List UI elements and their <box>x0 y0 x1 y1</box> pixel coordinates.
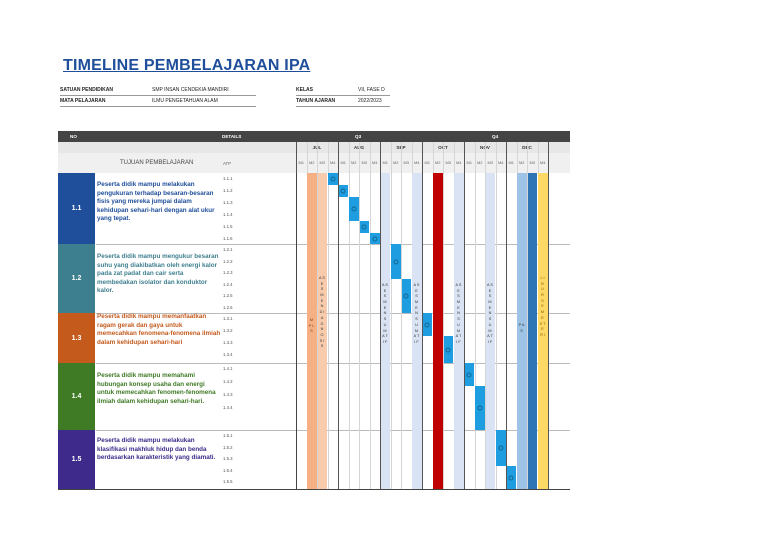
task-block <box>370 233 380 244</box>
objective-number: 1.2 <box>58 244 95 313</box>
week-label: M1 <box>508 160 515 165</box>
atp-code: 1.1.3 <box>223 200 233 205</box>
grid-line <box>359 142 360 489</box>
month-label: NOV <box>480 145 490 150</box>
atp-code: 1.2.5 <box>223 293 233 298</box>
task-block <box>475 386 485 430</box>
atp-code: 1.5.3 <box>223 456 233 461</box>
mpls-column-label: M P L S <box>308 318 315 334</box>
satuan-value: SMP INSAN CENDEKIA MANDIRI <box>152 87 229 93</box>
objective-number: 1.1 <box>58 173 95 244</box>
atp-code: 1.3.4 <box>223 352 233 357</box>
atp-code: 1.4.2 <box>223 379 233 384</box>
grid-line <box>296 173 297 489</box>
objective-number: 1.4 <box>58 363 95 430</box>
tahun-value: 2022/2023 <box>358 98 382 104</box>
week-label: M1 <box>424 160 431 165</box>
atp-code: 1.3.1 <box>223 316 233 321</box>
task-marker <box>341 189 346 194</box>
mapel-label: MATA PELAJARAN <box>60 98 106 104</box>
task-block <box>402 279 412 313</box>
task-block <box>465 363 475 386</box>
asesmen-sumatif-column-label: A S E S M E N S U M A T I F <box>382 283 388 344</box>
atp-header: ATP <box>223 161 232 166</box>
week-label: M2 <box>350 160 357 165</box>
satuan-label: SATUAN PENDIDIKAN <box>60 87 113 93</box>
grid-line <box>548 142 549 489</box>
kelas-value: VII, FASE D <box>358 87 385 93</box>
atp-code: 1.1.4 <box>223 212 233 217</box>
objective-number: 1.3 <box>58 313 95 363</box>
objective-text: Peserta didik mampu mengukur besaran suhu yang diakibatkan oleh energi kalor pada zat padat dan cair serta membedakan isolator dan konduktor kalor. <box>97 253 219 294</box>
atp-code: 1.2.2 <box>223 258 233 264</box>
atp-code: 1.3.3 <box>223 340 233 345</box>
grid-line <box>370 142 371 489</box>
asesmen-sumatif-column-label: A S E S M E N S U M A T I F <box>455 283 462 344</box>
week-label: M1 <box>298 160 305 165</box>
task-block <box>496 430 506 466</box>
atp-code: 1.4.1 <box>223 366 233 371</box>
week-label: M3 <box>487 160 494 165</box>
atp-code: 1.2.6 <box>223 304 233 310</box>
atp-code: 1.5.5 <box>223 479 233 484</box>
grid-line <box>443 142 444 489</box>
task-block <box>444 336 454 363</box>
week-label: M2 <box>476 160 483 165</box>
atp-code: 1.2.1 <box>223 247 233 252</box>
week-label: M1 <box>340 160 347 165</box>
libur-semester-column-label: L I B U R S E M E S T E R I <box>539 276 546 337</box>
task-marker <box>425 322 430 327</box>
table-bottom <box>58 489 570 490</box>
week-label: M3 <box>361 160 368 165</box>
atp-code: 1.3.2 <box>223 328 233 333</box>
mapel-value: ILMU PENGETAHUAN ALAM <box>152 98 218 104</box>
month-label: DEC <box>522 145 532 150</box>
week-label: M3 <box>445 160 452 165</box>
grid-line <box>349 142 350 489</box>
atp-code: 1.5.2 <box>223 444 233 450</box>
row-divider <box>96 363 570 364</box>
task-marker <box>330 177 335 182</box>
week-label: M4 <box>413 160 420 165</box>
week-label: M3 <box>529 160 536 165</box>
week-label: M2 <box>518 160 525 165</box>
details-header: DETAILS <box>222 134 242 139</box>
grid-line <box>506 142 507 489</box>
task-marker <box>404 294 409 299</box>
objective-text: Peserta didik mampu melakukan klasifikasi makhluk hidup dan benda berdasarkan karakteristik yang diamati. <box>97 437 216 461</box>
objective-number: 1.5 <box>58 430 95 489</box>
task-marker <box>477 406 482 411</box>
grid-line <box>464 142 465 489</box>
task-marker <box>498 446 503 451</box>
week-label: M1 <box>466 160 473 165</box>
week-label: M2 <box>434 160 441 165</box>
atp-code: 1.4.4 <box>223 405 233 410</box>
task-block <box>328 173 338 185</box>
grid-line <box>401 142 402 489</box>
task-block <box>507 466 517 489</box>
grid-line <box>328 142 329 489</box>
objective-text: Peserta didik mampu memahami hubungan konsep usaha dan energi untuk memecahkan fenomen-fenomena ilmiah dalam kehidupan sehari-hari. <box>97 372 216 405</box>
week-label: M4 <box>455 160 462 165</box>
row-divider <box>96 244 570 245</box>
atp-code: 1.2.3 <box>223 270 233 275</box>
atp-code: 1.1.5 <box>223 224 233 229</box>
task-marker <box>393 259 398 264</box>
week-label: M4 <box>371 160 378 165</box>
month-label: AUG <box>353 145 365 150</box>
task-block <box>339 185 349 197</box>
atp-code: 1.4.3 <box>223 392 233 397</box>
task-marker <box>351 207 356 212</box>
objective-text: Peserta didik mampu melakukan pengukuran terhadap besaran-besaran fisis yang mereka jumpai dalam kehidupan sehari-hari dengan alat ukur yang tepat. <box>97 181 215 222</box>
task-marker <box>372 236 377 241</box>
atp-code: 1.1.1 <box>223 176 233 181</box>
week-label: M3 <box>319 160 326 165</box>
task-marker <box>362 225 367 230</box>
no-header: NO <box>70 134 77 139</box>
task-block <box>391 244 401 279</box>
quarter-q4: Q4 <box>492 134 499 139</box>
page-title: TIMELINE PEMBELAJARAN IPA <box>63 57 311 74</box>
month-label: OCT <box>438 145 448 150</box>
week-label: M1 <box>382 160 389 165</box>
tujuan-header: TUJUAN PEMBELAJARAN <box>120 160 194 166</box>
pas-column-label: P A S <box>518 323 525 333</box>
asesmen-sumatif-column-label: A S E S M E N S U M A T I F <box>413 283 420 344</box>
atp-code: 1.5.4 <box>223 467 233 473</box>
atp-code: 1.1.2 <box>223 188 233 193</box>
week-label: M4 <box>329 160 336 165</box>
grid-line <box>475 142 476 489</box>
week-label: M4 <box>497 160 504 165</box>
atp-code: 1.2.4 <box>223 281 233 287</box>
task-marker <box>446 347 451 352</box>
kelas-label: KELAS <box>296 87 313 93</box>
week-label: M3 <box>403 160 410 165</box>
asesmen-sumatif-column-label: A S E S M E N S U M A T I F <box>487 283 493 344</box>
task-block <box>423 313 433 336</box>
asesmen-diagnosis-column-label: A S E S M E N D I A G N O S I S <box>319 276 325 349</box>
month-label: JUL <box>312 145 322 150</box>
tahun-label: TAHUN AJARAN <box>296 98 336 104</box>
atp-code: 1.1.6 <box>223 236 233 241</box>
atp-code: 1.5.1 <box>223 433 233 438</box>
red-column <box>433 173 443 489</box>
grid-line <box>391 142 392 489</box>
week-label: M4 <box>539 160 546 165</box>
task-marker <box>467 372 472 377</box>
objective-text: Peserta didik mampu memanfaatkan ragam gerak dan gaya untuk memecahkan fenomena-fenomena ilmiah dalam kehidupan sehari-hari <box>97 313 221 346</box>
task-block <box>360 221 370 233</box>
task-block <box>349 197 359 221</box>
week-label: M2 <box>392 160 399 165</box>
quarter-q3: Q3 <box>355 134 362 139</box>
month-label: SEP <box>396 145 406 150</box>
task-marker <box>509 475 514 480</box>
week-label: M2 <box>308 160 315 165</box>
blue-column <box>528 173 538 489</box>
